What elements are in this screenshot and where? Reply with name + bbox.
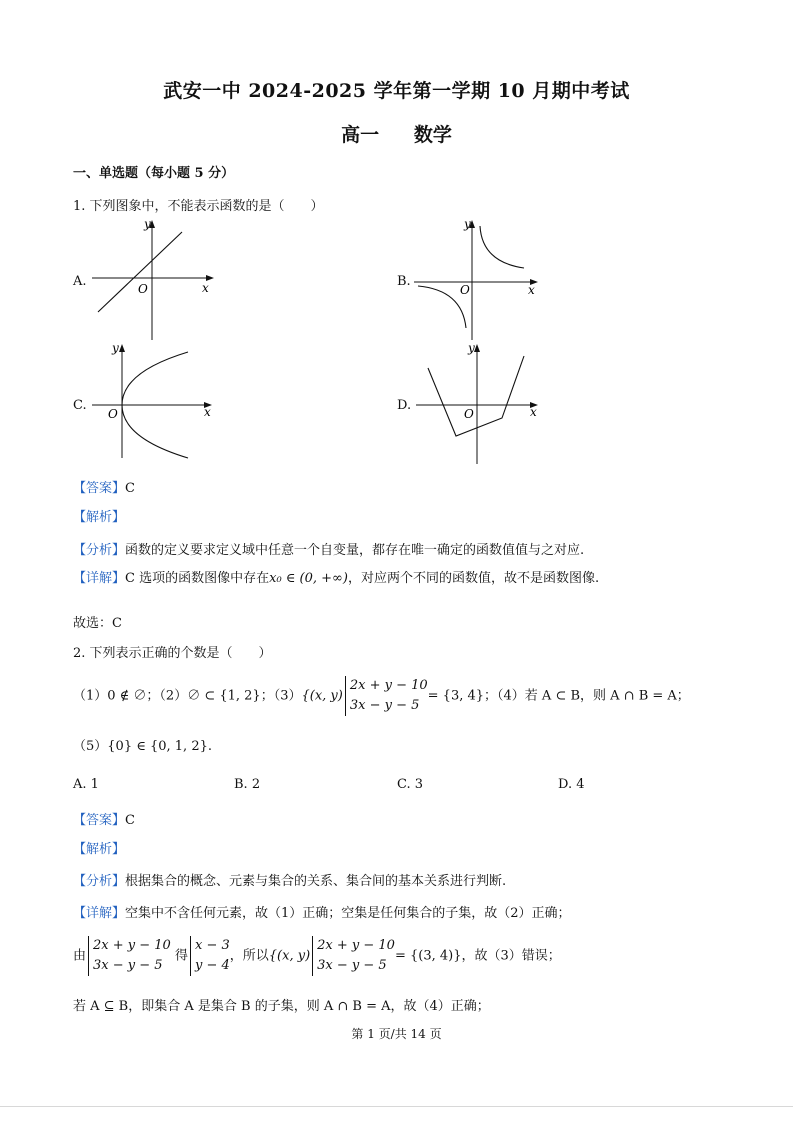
exam-title: 武安一中 2024-2025 学年第一学期 10 月期中考试 — [163, 80, 630, 102]
q1-d-y-label: y — [468, 341, 475, 355]
line2-eqB1: 2x + y − 10 — [317, 938, 395, 953]
q2-items-line1 — [73, 676, 690, 716]
fenxi-tag: 【分析】 — [73, 543, 126, 558]
line2-eqB2: 3x − y − 5 — [317, 958, 387, 973]
subject-label: 数学 — [413, 124, 452, 146]
q2-xiangjie-text: 空集中不含任何元素，故（1）正确；空集是任何集合的子集，故（2）正确； — [125, 906, 571, 921]
q1-a-origin-label: O — [138, 282, 148, 296]
line2-eqA2: 3x − y − 5 — [93, 958, 163, 973]
line2-sol1: x − 3 — [194, 938, 230, 953]
fenxi-text: 函数的定义要求定义域中任意一个自变量，都存在唯一确定的函数值值与之对应. — [125, 543, 585, 558]
line2-mid: 得 — [174, 948, 188, 964]
q2-xiangjie-line2 — [73, 936, 561, 976]
q2-answer-value: C — [125, 813, 135, 828]
q2-item3-result: = {3, 4}；（4）若 A ⊂ B，则 A ∩ B = A； — [427, 688, 690, 704]
line2-eqA1: 2x + y − 10 — [93, 938, 171, 953]
page-footer: 第 1 页/共 14 页 — [351, 1027, 442, 1041]
q2-option-d: D. 4 — [558, 777, 585, 792]
line2-sol2: y − 4 — [194, 958, 230, 973]
q2-fenxi-text: 根据集合的概念、元素与集合的关系、集合间的基本关系进行判断. — [125, 874, 507, 889]
line2-solution — [190, 936, 230, 976]
q2-option-b: B. 2 — [234, 777, 261, 792]
q1-answer — [73, 477, 135, 496]
q2-system — [345, 676, 428, 716]
q2-item1-2: （1）0 ∉ ∅；（2）∅ ⊂ {1, 2}；（3） — [73, 688, 302, 704]
q1-c-y-label: y — [112, 341, 119, 355]
q1-graph-c — [92, 342, 222, 464]
q1-option-c-label: C. — [73, 398, 87, 413]
q1-b-y-label: y — [464, 217, 471, 231]
q2-answer — [73, 809, 135, 828]
q1-xiangjie — [73, 567, 599, 586]
exam-subtitle — [0, 120, 793, 147]
q1-a-x-label: x — [202, 281, 209, 295]
q1-fenxi — [73, 539, 584, 558]
q2-option-c: C. 3 — [397, 777, 424, 792]
q1-option-d-label: D. — [397, 398, 412, 413]
q1-graph-b — [414, 218, 544, 347]
q1-analysis-tag: 【解析】 — [73, 510, 126, 525]
q2-xiangjie — [73, 902, 571, 921]
xiangjie-math: x₀ ∈ (0, +∞) — [269, 571, 348, 586]
section-heading: 一、单选题（每小题 5 分） — [73, 166, 235, 181]
line2-pre: 由 — [73, 948, 87, 964]
q2-option-a: A. 1 — [73, 777, 99, 792]
line2-system-a — [88, 936, 171, 976]
q2-answer-tag: 【答案】 — [73, 813, 126, 828]
q1-stem: 1. 下列图象中，不能表示函数的是（ ） — [73, 199, 324, 214]
line2-then: ，所以 — [229, 948, 269, 964]
q2-xiangjie-tag: 【详解】 — [73, 906, 126, 921]
q1-d-x-label: x — [530, 405, 537, 419]
xiangjie-tag: 【详解】 — [73, 571, 126, 586]
q2-stem: 2. 下列表示正确的个数是（ ） — [73, 646, 272, 661]
q1-c-origin-label: O — [108, 407, 118, 421]
q2-xiangjie-line3: 若 A ⊆ B，即集合 A 是集合 B 的子集，则 A ∩ B = A，故（4）正确； — [73, 999, 490, 1014]
q2-fenxi — [73, 870, 506, 889]
q1-graph-a — [92, 218, 222, 347]
line2-system-b — [312, 936, 395, 976]
q1-option-b-label: B. — [397, 274, 411, 289]
grade-label: 高一 — [341, 124, 380, 146]
q1-option-a-label: A. — [73, 274, 87, 289]
q2-set-open: {(x, y) — [301, 688, 343, 704]
answer-tag: 【答案】 — [73, 481, 126, 496]
line2-set-open: {(x, y) — [268, 948, 311, 964]
xiangjie-post: ，对应两个不同的函数值，故不是函数图像. — [347, 571, 600, 586]
q1-b-origin-label: O — [460, 283, 470, 297]
line2-result: = {(3, 4)}，故（3）错误； — [394, 948, 561, 964]
q2-fenxi-tag: 【分析】 — [73, 874, 126, 889]
q1-a-y-label: y — [144, 217, 151, 231]
bottom-rule — [0, 1106, 793, 1107]
answer-value: C — [125, 481, 135, 496]
xiangjie-pre: C 选项的函数图像中存在 — [125, 571, 270, 586]
q2-eq1: 2x + y − 10 — [349, 678, 428, 693]
q2-item5: （5）{0} ∈ {0, 1, 2}. — [73, 739, 212, 754]
q1-d-origin-label: O — [464, 407, 474, 421]
q1-graph-d — [414, 342, 544, 471]
q1-b-x-label: x — [528, 283, 535, 297]
q2-eq2: 3x − y − 5 — [349, 698, 420, 713]
q1-c-x-label: x — [204, 405, 211, 419]
q1-conclusion: 故选：C — [73, 616, 122, 631]
q2-analysis-tag: 【解析】 — [73, 842, 126, 857]
